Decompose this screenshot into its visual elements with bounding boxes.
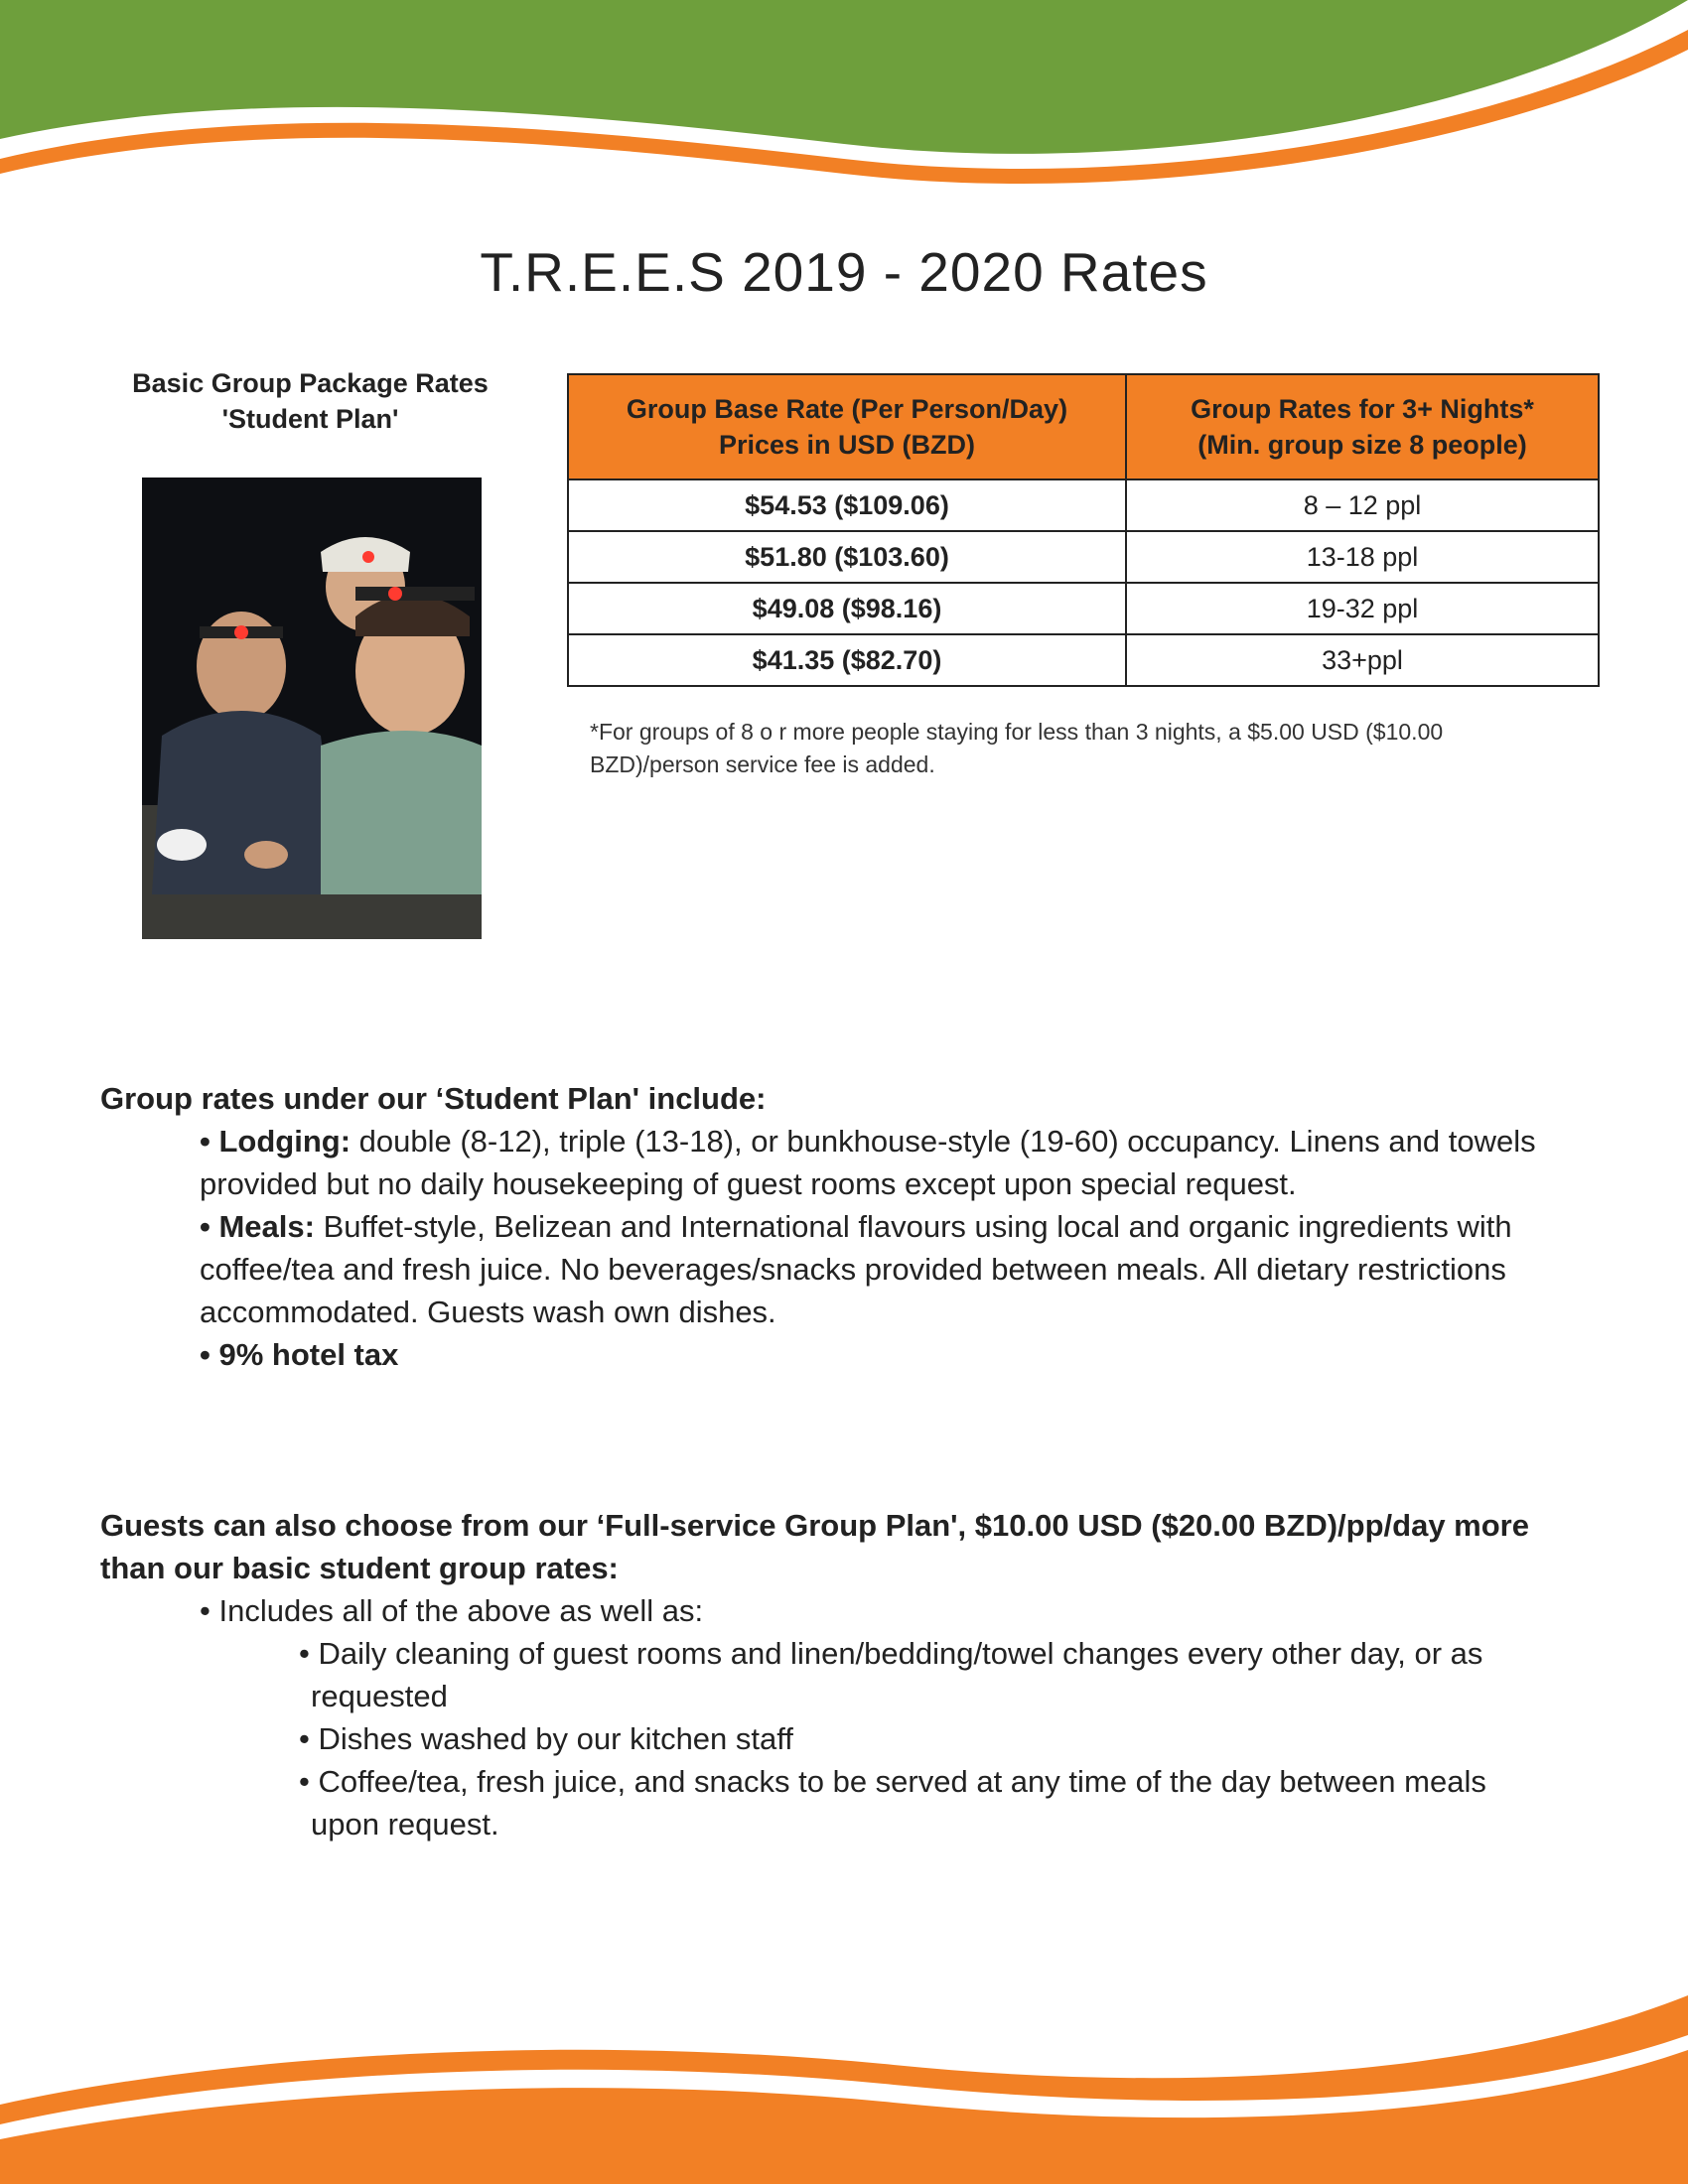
rates-footnote [590, 716, 1593, 781]
table-row [568, 531, 1599, 583]
package-caption-line1: Basic Group Package Rates [132, 368, 489, 398]
meals-text-line3: accommodated. Guests wash own dishes. [200, 1295, 776, 1329]
page-title: T.R.E.E.S 2019 - 2020 Rates [480, 240, 1208, 303]
meals-text-line1: Buffet-style, Belizean and International flavours using local and organic ingredients with [314, 1209, 1512, 1244]
header-group-rates-line1: Group Rates for 3+ Nights* [1191, 394, 1534, 424]
top-wave-banner [0, 0, 1688, 199]
snacks-line1: • Coffee/tea, fresh juice, and snacks to be served at any time of the day between meals [299, 1764, 1486, 1799]
group-size-cell: 19-32 ppl [1126, 583, 1599, 634]
lodging-text-line2: provided but no daily housekeeping of guest rooms except upon special request. [200, 1166, 1297, 1201]
group-size-cell: 8 – 12 ppl [1126, 479, 1599, 531]
rates-footnote-line1: *For groups of 8 o r more people staying for less than 3 nights, a $5.00 USD ($10.00 [590, 719, 1444, 745]
rates-table [567, 373, 1600, 687]
rates-table-header-row [568, 374, 1599, 479]
full-service-section [100, 1504, 1610, 1845]
rate-cell: $41.35 ($82.70) [568, 634, 1126, 686]
lodging-label: • Lodging: [200, 1124, 352, 1159]
full-service-heading-line2: than our basic student group rates: [100, 1551, 619, 1585]
header-group-rates-line2: (Min. group size 8 people) [1197, 430, 1527, 460]
meals-label: • Meals: [200, 1209, 315, 1244]
meals-item [100, 1205, 1610, 1333]
dishes-line: • Dishes washed by our kitchen staff [299, 1721, 793, 1756]
students-photo [142, 478, 482, 939]
student-plan-section [100, 1077, 1610, 1376]
group-size-cell: 33+ppl [1126, 634, 1599, 686]
students-photo-illustration [142, 478, 482, 939]
list-item [100, 1760, 1610, 1845]
header-base-rate-line1: Group Base Rate (Per Person/Day) [626, 394, 1068, 424]
table-row [568, 634, 1599, 686]
student-plan-heading: Group rates under our ‘Student Plan' include: [100, 1081, 767, 1116]
snacks-line2: upon request. [311, 1807, 499, 1842]
rate-cell: $54.53 ($109.06) [568, 479, 1126, 531]
header-group-rates [1126, 374, 1599, 479]
table-row [568, 583, 1599, 634]
rates-footnote-line2: BZD)/person service fee is added. [590, 751, 935, 777]
cleaning-line1: • Daily cleaning of guest rooms and linen/bedding/towel changes every other day, or as [299, 1636, 1483, 1671]
bottom-wave-banner [0, 1956, 1688, 2184]
rate-cell: $49.08 ($98.16) [568, 583, 1126, 634]
cleaning-line2: requested [311, 1679, 448, 1713]
full-service-heading-line1: Guests can also choose from our ‘Full-service Group Plan', $10.00 USD ($20.00 BZD)/pp/day more [100, 1508, 1529, 1543]
lodging-item [100, 1120, 1610, 1205]
header-base-rate-line2: Prices in USD (BZD) [718, 430, 976, 460]
full-service-intro: • Includes all of the above as well as: [200, 1593, 704, 1628]
table-row [568, 479, 1599, 531]
meals-text-line2: coffee/tea and fresh juice. No beverages/snacks provided between meals. All dietary restrictions [200, 1252, 1506, 1287]
list-item [100, 1632, 1610, 1717]
lodging-text-line1: double (8-12), triple (13-18), or bunkhouse-style (19-60) occupancy. Linens and towels [351, 1124, 1536, 1159]
package-caption-line2: 'Student Plan' [221, 404, 399, 434]
group-size-cell: 13-18 ppl [1126, 531, 1599, 583]
tax-item [100, 1333, 1610, 1376]
header-base-rate [568, 374, 1126, 479]
tax-label: • 9% hotel tax [200, 1337, 399, 1372]
package-caption [109, 365, 511, 437]
list-item [100, 1717, 1610, 1760]
rate-cell: $51.80 ($103.60) [568, 531, 1126, 583]
